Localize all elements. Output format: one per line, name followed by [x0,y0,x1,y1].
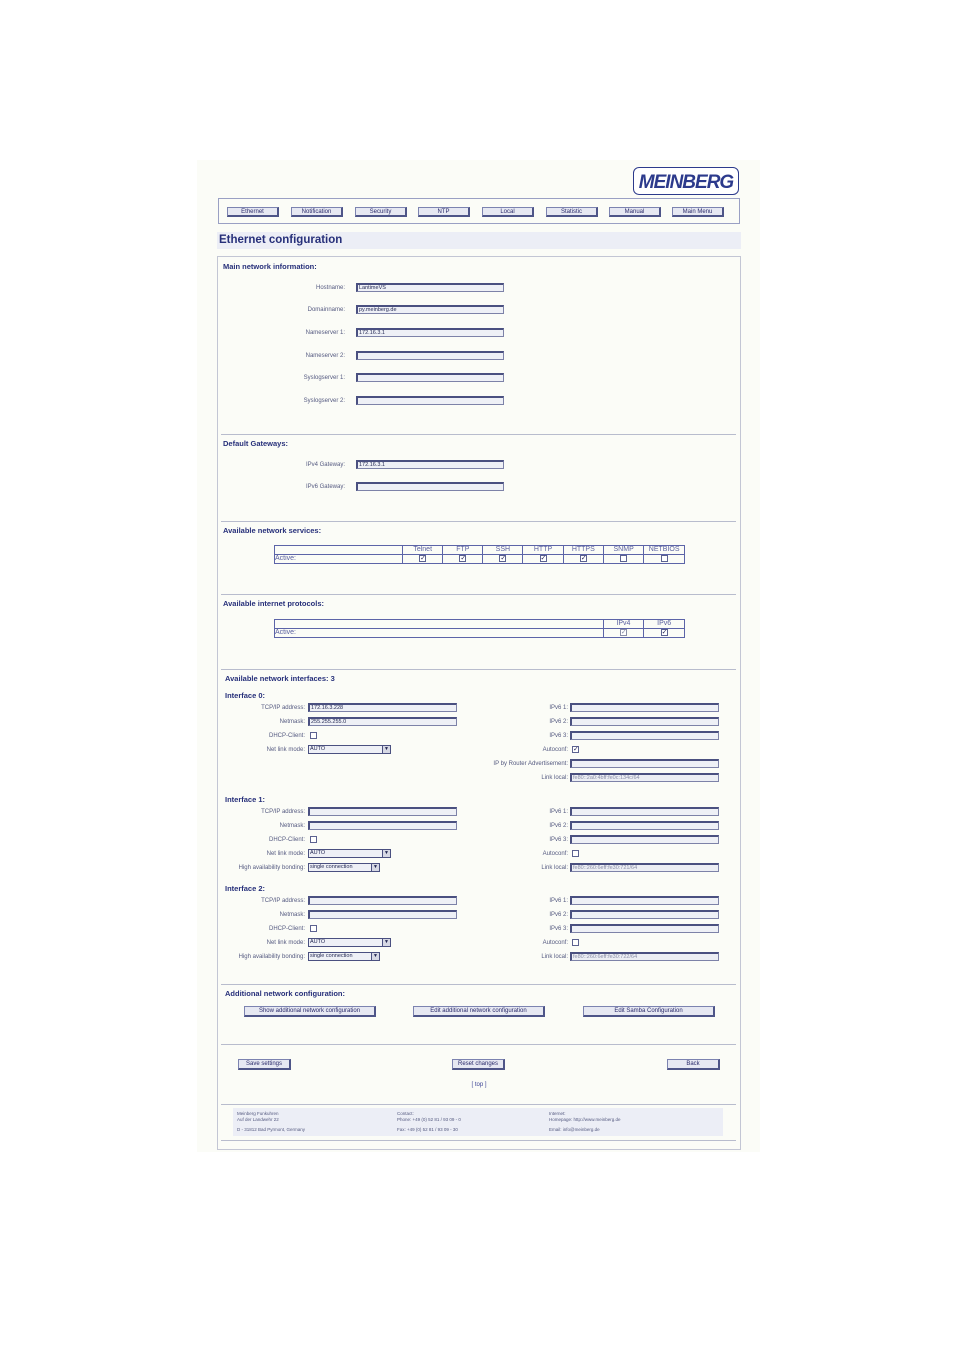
protocols-table [274,619,685,638]
domainname-input[interactable]: py.meinberg.de [356,305,504,314]
service-ftp-header: FTP [443,546,483,555]
iface1-linkmode-label: Net link mode: [266,851,305,857]
service-cell [563,555,603,564]
footer-company-street: Auf der Landwehr 22 [237,1117,279,1122]
page-title-bar [217,232,741,249]
iface0-router-adv-label: IP by Router Advertisement: [493,761,568,767]
services-table [274,545,685,564]
iface2-link-local-input: fe80::260:6eff:fe30:722/64 [570,952,719,961]
iface0-link-local-input: fe80::2a0:4bff:fe0c:134c/64 [570,773,719,782]
https-checkbox[interactable]: ✓ [580,555,587,562]
ipv4-gateway-input[interactable]: 172.16.3.1 [356,460,504,469]
chevron-down-icon: ▼ [382,746,390,753]
iface1-ipv6-1-label: IPv6 1: [549,809,568,815]
syslogserver1-label: Syslogserver 1: [303,375,345,381]
service-netbios-header: NETBIOS [644,546,685,555]
divider [221,434,736,435]
protocol-ipv6-header: IPv6 [644,620,685,629]
iface2-bonding-label: High availability bonding: [238,954,305,960]
divider [221,1104,736,1105]
service-cell [403,555,443,564]
ipv6-gateway-input[interactable] [356,482,504,491]
snmp-checkbox[interactable] [620,555,627,562]
footer-homepage-link[interactable]: Homepage: http://www.meinberg.de [549,1117,621,1122]
iface1-autoconf-checkbox[interactable] [572,850,579,857]
service-cell [443,555,483,564]
nameserver2-label: Nameserver 2: [305,353,345,359]
service-http-header: HTTP [523,546,563,555]
ipv4-gateway-label: IPv4 Gateway: [305,462,345,468]
protocol-ipv4-header: IPv4 [603,620,644,629]
iface1-ipv6-2-label: IPv6 2: [549,823,568,829]
iface0-dhcp-label: DHCP-Client: [268,733,305,739]
nameserver1-input[interactable]: 172.16.3.1 [356,328,504,337]
iface0-netmask-label: Netmask: [279,719,305,725]
iface2-autoconf-label: Autoconf: [542,940,568,946]
iface2-linkmode-value: AUTO [310,939,326,945]
iface0-ipv6-3-label: IPv6 3: [549,733,568,739]
nav-local-button[interactable]: Local [482,207,534,217]
meinberg-logo [633,167,739,195]
iface0-netmask-input[interactable]: 255.255.255.0 [308,717,457,726]
iface2-ipv6-1-input[interactable] [570,896,719,905]
footer-email-link[interactable]: Email: info@meinberg.de [549,1127,600,1132]
iface0-ipv6-2-label: IPv6 2: [549,719,568,725]
service-ssh-header: SSH [483,546,523,555]
iface2-dhcp-checkbox[interactable] [310,925,317,932]
nav-statistic-button[interactable]: Statistic [546,207,598,217]
ipv4-checkbox: ✓ [620,629,627,636]
main-info-heading: Main network information: [223,262,317,271]
services-active-label: Active: [275,555,403,564]
iface2-ipv6-3-label: IPv6 3: [549,926,568,932]
iface0-linkmode-select[interactable] [308,745,391,754]
nav-notification-button[interactable]: Notification [291,207,343,217]
iface2-netmask-input[interactable] [308,910,457,919]
footer-contact-heading: Contact: [397,1111,414,1116]
iface1-ipv6-1-input[interactable] [570,807,719,816]
nav-security-button[interactable]: Security [355,207,407,217]
divider [221,984,736,985]
iface2-ipv6-1-label: IPv6 1: [549,898,568,904]
reset-changes-button[interactable]: Reset changes [452,1059,505,1070]
gateways-heading: Default Gateways: [223,439,289,448]
iface2-bonding-select[interactable] [308,952,380,961]
footer [233,1108,723,1136]
divider [221,594,736,595]
divider [221,521,736,522]
iface2-ipv6-3-input[interactable] [570,924,719,933]
iface0-dhcp-checkbox[interactable] [310,732,317,739]
service-cell [483,555,523,564]
logo-text: MEINBERG [638,172,734,193]
interface2-title: Interface 2: [225,884,266,893]
footer-phone: Phone: +49 (0) 52 81 / 93 09 - 0 [397,1117,461,1122]
page-container [197,160,760,1152]
chevron-down-icon: ▼ [371,864,379,871]
nav-main-menu-button[interactable]: Main Menu [672,207,724,217]
syslogserver1-input[interactable] [356,373,504,382]
telnet-checkbox[interactable]: ✓ [420,555,427,562]
iface1-autoconf-label: Autoconf: [542,851,568,857]
iface0-tcpip-input[interactable]: 172.16.3.228 [308,703,457,712]
hostname-input[interactable]: LantimeVS [356,283,504,292]
iface0-ipv6-1-input[interactable] [570,703,719,712]
netbios-checkbox[interactable] [661,555,668,562]
iface2-netmask-label: Netmask: [279,912,305,918]
iface2-ipv6-2-label: IPv6 2: [549,912,568,918]
iface0-tcpip-label: TCP/IP address: [261,705,305,711]
main-navigation [218,198,740,224]
divider [221,1140,736,1141]
nameserver1-label: Nameserver 1: [305,330,345,336]
protocols-header-blank [275,620,604,629]
iface1-tcpip-input[interactable] [308,807,457,816]
chevron-down-icon: ▼ [371,953,379,960]
iface0-ipv6-1-label: IPv6 1: [549,705,568,711]
iface1-dhcp-checkbox[interactable] [310,836,317,843]
divider [221,1044,736,1045]
back-button[interactable]: Back [667,1059,720,1070]
iface1-link-local-label: Link local: [541,865,568,871]
iface0-link-local-label: Link local: [541,775,568,781]
iface0-autoconf-label: Autoconf: [542,747,568,753]
protocols-heading: Available internet protocols: [223,599,324,608]
ssh-checkbox[interactable]: ✓ [500,555,507,562]
additional-heading: Additional network configuration: [225,989,345,998]
iface2-tcpip-input[interactable] [308,896,457,905]
syslogserver2-input[interactable] [356,396,504,405]
interfaces-heading: Available network interfaces: 3 [225,674,335,683]
iface1-tcpip-label: TCP/IP address: [261,809,305,815]
protocols-active-label: Active: [275,629,604,638]
protocol-cell [644,629,685,638]
ftp-checkbox[interactable]: ✓ [460,555,467,562]
services-heading: Available network services: [223,526,322,535]
service-snmp-header: SNMP [604,546,644,555]
ipv6-checkbox[interactable]: ✓ [661,629,668,636]
iface0-linkmode-label: Net link mode: [266,747,305,753]
show-additional-config-button[interactable]: Show additional network configuration [244,1006,376,1017]
iface1-bonding-select[interactable] [308,863,380,872]
iface1-ipv6-2-input[interactable] [570,821,719,830]
edit-samba-config-button[interactable]: Edit Samba Configuration [583,1006,715,1017]
service-cell [644,555,685,564]
iface0-ipv6-3-input[interactable] [570,731,719,740]
iface2-dhcp-label: DHCP-Client: [268,926,305,932]
interface0-title: Interface 0: [225,691,266,700]
service-cell [523,555,563,564]
nav-ntp-button[interactable]: NTP [418,207,470,217]
service-cell [604,555,644,564]
page-title: Ethernet configuration [219,234,343,246]
syslogserver2-label: Syslogserver 2: [303,398,345,404]
service-https-header: HTTPS [563,546,603,555]
iface1-netmask-label: Netmask: [279,823,305,829]
http-checkbox[interactable]: ✓ [540,555,547,562]
nameserver2-input[interactable] [356,351,504,360]
iface2-autoconf-checkbox[interactable] [572,939,579,946]
divider [221,669,736,670]
iface2-link-local-label: Link local: [541,954,568,960]
iface0-linkmode-value: AUTO [310,746,326,752]
iface1-linkmode-select[interactable] [308,849,391,858]
iface0-autoconf-checkbox[interactable]: ✓ [573,746,579,753]
nav-ethernet-button[interactable]: Ethernet [227,207,279,217]
iface1-ipv6-3-label: IPv6 3: [549,837,568,843]
iface1-dhcp-label: DHCP-Client: [268,837,305,843]
footer-fax: Fax: +49 (0) 52 81 / 93 09 - 30 [397,1127,458,1132]
iface1-link-local-input: fe80::260:6eff:fe30:721/64 [570,863,719,872]
iface2-bonding-value: single connection [310,953,353,959]
chevron-down-icon: ▼ [382,850,390,857]
footer-internet-heading: Internet: [549,1111,566,1116]
iface1-linkmode-value: AUTO [310,850,326,856]
iface2-linkmode-label: Net link mode: [266,940,305,946]
service-telnet-header: Telnet [403,546,443,555]
iface2-ipv6-2-input[interactable] [570,910,719,919]
iface2-linkmode-select[interactable] [308,938,391,947]
chevron-down-icon: ▼ [382,939,390,946]
iface1-netmask-input[interactable] [308,821,457,830]
hostname-label: Hostname: [315,285,345,291]
footer-company-city: D - 31812 Bad Pyrmont, Germany [237,1127,306,1132]
iface0-router-adv-input[interactable] [570,759,719,768]
iface1-bonding-label: High availability bonding: [238,865,305,871]
edit-additional-config-button[interactable]: Edit additional network configuration [413,1006,545,1017]
ipv6-gateway-label: IPv6 Gateway: [305,484,345,490]
iface1-bonding-value: single connection [310,864,353,870]
iface1-ipv6-3-input[interactable] [570,835,719,844]
services-header-blank [275,546,403,555]
protocol-cell [603,629,644,638]
top-link[interactable]: [ top ] [471,1082,487,1088]
interface1-title: Interface 1: [225,795,266,804]
iface0-ipv6-2-input[interactable] [570,717,719,726]
footer-company-name: Meinberg Funkuhren [237,1111,279,1116]
domainname-label: Domainname: [307,307,345,313]
save-settings-button[interactable]: Save settings [238,1059,291,1070]
iface2-tcpip-label: TCP/IP address: [261,898,305,904]
nav-manual-button[interactable]: Manual [609,207,661,217]
